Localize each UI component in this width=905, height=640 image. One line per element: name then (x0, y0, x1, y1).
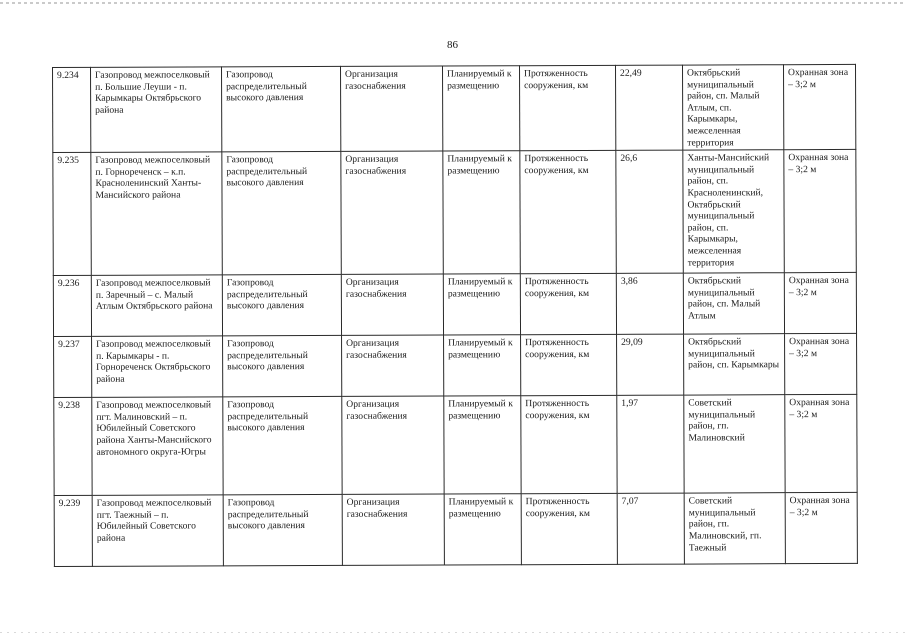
object-length: 7,07 (617, 493, 684, 564)
object-length: 26,6 (616, 150, 683, 273)
row-number: 9.237 (54, 337, 92, 398)
object-name: Газопровод межпоселковый п. Заречный – с. Малый Атлым Октябрьского района (91, 275, 222, 337)
object-name: Газопровод межпоселковый пгт. Таежный – п. Юбилейный Советского района (92, 495, 223, 567)
object-location: Октябрьский муниципальный район, сп. Малый Атлым (683, 273, 784, 334)
object-length: 22,49 (615, 65, 682, 150)
row-number: 9.239 (54, 496, 92, 567)
table-row (53, 150, 856, 276)
row-number: 9.236 (53, 276, 91, 337)
object-status: Планируемый к размещению (443, 151, 520, 274)
object-zone: Охранная зона – 3;2 м (784, 273, 856, 334)
table-row (54, 395, 857, 496)
object-name: Газопровод межпоселковый пгт. Малиновский – п. Юбилейный Советского района Ханты-Мансийского автономного округа-Югры (92, 397, 223, 496)
object-type: Газопровод распределительный высокого давления (222, 152, 341, 275)
object-metric: Протяженность сооружения, км (520, 273, 616, 334)
object-type: Газопровод распределительный высокого давления (222, 66, 341, 152)
scan-artifact-bottom (0, 632, 905, 633)
row-number: 9.234 (53, 67, 91, 152)
object-zone: Охранная зона – 3;2 м (785, 395, 857, 493)
object-type: Газопровод распределительный высокого давления (223, 397, 342, 495)
object-status: Планируемый к размещению (444, 494, 521, 565)
object-location: Октябрьский муниципальный район, сп. Карымкары (684, 334, 785, 395)
object-metric: Протяженность сооружения, км (520, 150, 616, 273)
object-location: Октябрьский муниципальный район, сп. Малый Атлым, сп. Карымкары, межселенная территория (682, 65, 783, 151)
row-number: 9.235 (53, 153, 91, 276)
row-number: 9.238 (54, 398, 92, 496)
object-location: Советский муниципальный район, гп. Малиновский, гп. Таежный (684, 493, 785, 564)
table-row (53, 64, 856, 152)
object-status: Планируемый к размещению (444, 396, 521, 494)
object-status: Планируемый к размещению (444, 335, 521, 396)
object-location: Ханты-Мансийский муниципальный район, сп. Красноленинский, Октябрьский муниципальный район, сп. Карымкары, межселенная территория (683, 150, 784, 273)
table-row (54, 493, 857, 567)
object-name: Газопровод межпоселковый п. Горнореченск – к.п. Красноленинский Ханты-Мансийского района (91, 152, 222, 276)
object-name: Газопровод межпоселковый п. Карымкары - п. Горнореченск Октябрьского района (92, 336, 223, 398)
table-row (53, 273, 856, 337)
object-purpose: Организация газоснабжения (340, 66, 442, 152)
object-metric: Протяженность сооружения, км (519, 65, 615, 151)
object-length: 1,97 (617, 395, 684, 493)
object-zone: Охранная зона – 3;2 м (785, 493, 857, 564)
object-type: Газопровод распределительный высокого давления (223, 336, 342, 397)
object-length: 29,09 (617, 334, 684, 395)
table-row (54, 334, 857, 398)
object-purpose: Организация газоснабжения (342, 335, 444, 396)
object-purpose: Организация газоснабжения (342, 396, 444, 494)
facilities-table (52, 64, 858, 567)
object-zone: Охранная зона – 3;2 м (783, 64, 855, 149)
object-zone: Охранная зона – 3;2 м (785, 334, 857, 395)
object-purpose: Организация газоснабжения (342, 494, 444, 565)
object-status: Планируемый к размещению (442, 66, 519, 151)
object-location: Советский муниципальный район, гп. Малиновский (684, 395, 785, 493)
object-zone: Охранная зона – 3;2 м (784, 150, 856, 273)
object-purpose: Организация газоснабжения (341, 274, 443, 335)
object-length: 3,86 (616, 273, 683, 334)
object-metric: Протяженность сооружения, км (521, 493, 617, 564)
object-metric: Протяженность сооружения, км (521, 334, 617, 395)
page-number: 86 (447, 39, 458, 51)
object-metric: Протяженность сооружения, км (521, 395, 617, 493)
scan-artifact-top (0, 2, 905, 4)
object-type: Газопровод распределительный высокого давления (222, 275, 341, 336)
object-purpose: Организация газоснабжения (341, 151, 443, 274)
object-name: Газопровод межпоселковый п. Большие Леуши - п. Карымкары Октябрьского района (91, 67, 222, 153)
object-type: Газопровод распределительный высокого давления (223, 495, 342, 566)
object-status: Планируемый к размещению (443, 274, 520, 335)
